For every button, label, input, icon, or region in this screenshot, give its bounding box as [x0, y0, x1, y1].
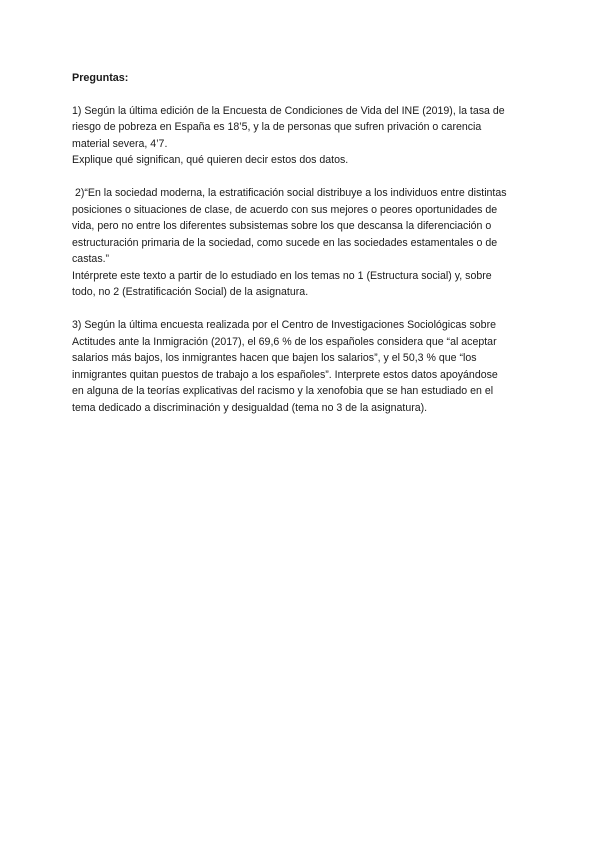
question-3-line: 3) Según la última encuesta realizada por el Centro de Investigaciones Sociológicas sobre [72, 319, 496, 331]
question-2-line: 2)“En la sociedad moderna, la estratificación social distribuye a los individuos entre distintas [72, 187, 507, 199]
question-3-line: en alguna de la teorías explicativas del racismo y la xenofobia que se han estudiado en el [72, 385, 494, 397]
question-2-line: vida, pero no entre los diferentes subsistemas sobre los que descansa la diferenciación o [72, 220, 492, 232]
question-3-line: tema dedicado a discriminación y desigualdad (tema no 3 de la asignatura). [72, 401, 428, 414]
question-1-line: material severa, 4’7. [72, 137, 168, 150]
question-2-line: todo, no 2 (Estratificación Social) de la asignatura. [72, 286, 309, 298]
question-1-line: 1) Según la última edición de la Encuesta de Condiciones de Vida del INE (2019), la tasa de [72, 104, 505, 117]
question-1-line: riesgo de pobreza en España es 18’5, y la de personas que sufren privación o carencia [72, 121, 482, 133]
document-body [72, 70, 532, 433]
question-3-line: salarios más bajos, los inmigrantes hacen que bajen los salarios”, y el 50,3 % que “los [72, 352, 477, 364]
question-3 [72, 317, 532, 416]
page-heading: Preguntas: [72, 72, 129, 84]
question-2 [72, 185, 532, 301]
question-2-line: estructuración primaria de la sociedad, como sucede en las sociedades estamentales o de [72, 236, 498, 249]
question-2-line: castas.” [72, 253, 110, 265]
question-3-line: inmigrantes quitan puestos de trabajo a los españoles”. Interprete estos datos apoyándose [72, 368, 498, 381]
question-2-line: posiciones o situaciones de clase, de acuerdo con sus mejores o peores oportunidades de [72, 203, 498, 216]
question-1-line: Explique qué significan, qué quieren decir estos dos datos. [72, 154, 349, 166]
question-2-line: Intérprete este texto a partir de lo estudiado en los temas no 1 (Estructura social) y, sobre [72, 269, 492, 282]
question-1 [72, 103, 532, 169]
question-3-line: Actitudes ante la Inmigración (2017), el 69,6 % de los españoles considera que “al aceptar [72, 335, 497, 348]
